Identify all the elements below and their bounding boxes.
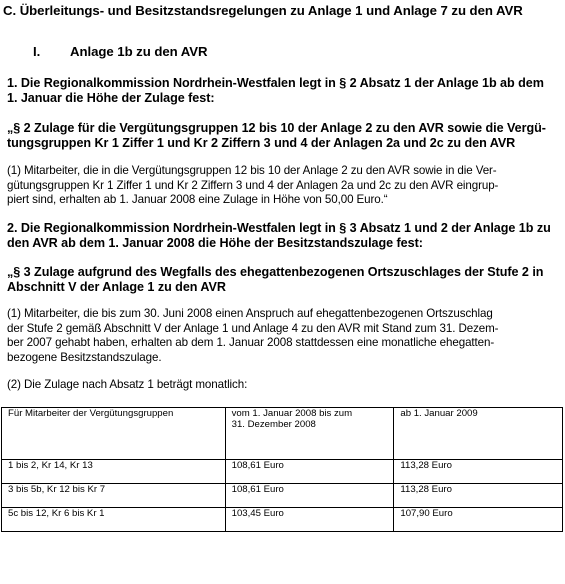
table-header-cell <box>225 408 394 460</box>
paragraph-2-line: tungsgruppen Kr 1 Ziffer 1 und Kr 2 Ziffern 3 und 4 der Anlagen 2a und 2c zu den AVR <box>7 136 516 150</box>
paragraph-6-line: (1) Mitarbeiter, die bis zum 30. Juni 2008 einen Anspruch auf ehegattenbezogenen Ortszuschlag <box>7 307 493 320</box>
paragraph-3-line: piert sind, erhalten ab 1. Januar 2008 eine Zulage in Höhe von 50,00 Euro.“ <box>7 193 388 206</box>
table-cell-amount-2008: 103,45 Euro <box>225 508 394 532</box>
paragraph-6-line: bezogene Besitzstandszulage. <box>7 350 162 364</box>
table-cell-group: 5c bis 12, Kr 6 bis Kr 1 <box>2 508 226 532</box>
table-row <box>2 484 563 508</box>
table-cell-amount-2009: 107,90 Euro <box>394 508 563 532</box>
section-number: I. <box>33 44 41 59</box>
paragraph-2-heading-quote <box>7 121 546 151</box>
zulage-table <box>1 407 563 532</box>
item-1-paragraph <box>7 76 544 106</box>
document-heading: C. Überleitungs- und Besitzstandsregelungen zu Anlage 1 und Anlage 7 zu den AVR <box>3 3 523 18</box>
item-2-line: 2. Die Regionalkommission Nordrhein-Westfalen legt in § 3 Absatz 1 und 2 der Anlage 1b zu <box>7 221 551 235</box>
table-header-cell: Für Mitarbeiter der Vergütungsgruppen <box>2 408 226 460</box>
table-header-line: 31. Dezember 2008 <box>231 419 316 430</box>
paragraph-3-line: gütungsgruppen Kr 1 Ziffer 1 und Kr 2 Ziffern 3 und 4 der Anlagen 2a und 2c zu den AVR eingrup- <box>7 178 499 192</box>
paragraph-3-line: (1) Mitarbeiter, die in die Vergütungsgruppen 12 bis 10 der Anlage 2 zu den AVR sowie in die Ver- <box>7 164 497 177</box>
table-cell-group: 3 bis 5b, Kr 12 bis Kr 7 <box>2 484 226 508</box>
item-1-line: 1. Januar die Höhe der Zulage fest: <box>7 91 215 105</box>
table-cell-amount-2008: 108,61 Euro <box>225 460 394 484</box>
table-cell-group: 1 bis 2, Kr 14, Kr 13 <box>2 460 226 484</box>
paragraph-6-text <box>7 307 498 365</box>
table-cell-amount-2009: 113,28 Euro <box>394 460 563 484</box>
paragraph-7-text: (2) Die Zulage nach Absatz 1 beträgt monatlich: <box>7 378 248 391</box>
paragraph-2-line: „§ 2 Zulage für die Vergütungsgruppen 12 bis 10 der Anlage 2 zu den AVR sowie die Vergü- <box>7 121 546 135</box>
table-row <box>2 508 563 532</box>
paragraph-5-line: „§ 3 Zulage aufgrund des Wegfalls des ehegattenbezogenen Ortszuschlages der Stufe 2 in <box>7 265 544 279</box>
section-title: Anlage 1b zu den AVR <box>70 44 208 59</box>
table-cell-amount-2008: 108,61 Euro <box>225 484 394 508</box>
paragraph-5-line: Abschnitt V der Anlage 1 zu den AVR <box>7 280 226 294</box>
paragraph-5-heading-quote <box>7 265 543 295</box>
paragraph-6-line: der Stufe 2 gemäß Abschnitt V der Anlage 1 und Anlage 4 zu den AVR mit Stand zum 31. Dezem- <box>7 321 499 335</box>
item-2-paragraph <box>7 221 551 251</box>
paragraph-3-text <box>7 164 498 208</box>
item-2-line: den AVR ab dem 1. Januar 2008 die Höhe der Besitzstandszulage fest: <box>7 236 423 250</box>
table-header-cell: ab 1. Januar 2009 <box>394 408 563 460</box>
table-cell-amount-2009: 113,28 Euro <box>394 484 563 508</box>
table-row <box>2 460 563 484</box>
table-header-row <box>2 408 563 460</box>
item-1-line: 1. Die Regionalkommission Nordrhein-Westfalen legt in § 2 Absatz 1 der Anlage 1b ab dem <box>7 76 544 90</box>
table-header-line: vom 1. Januar 2008 bis zum <box>231 408 353 419</box>
paragraph-6-line: ber 2007 gehabt haben, erhalten ab dem 1. Januar 2008 stattdessen eine monatliche ehegatten- <box>7 336 495 349</box>
